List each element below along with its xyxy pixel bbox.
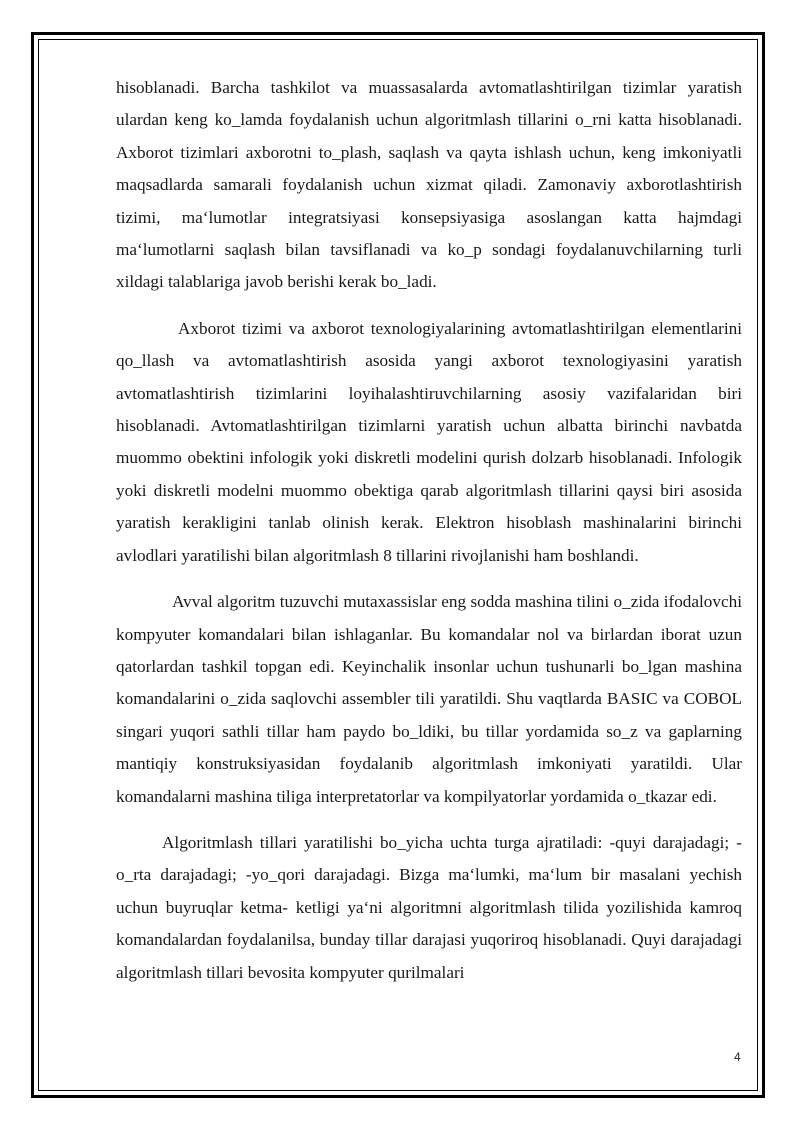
paragraph-4: Algoritmlash tillari yaratilishi bo_yicha uchta turga ajratiladi: -quyi darajadagi; -o_rta darajadagi; -yo_qori darajadagi. Bizga maʻlumki, maʻlum bir masalani yechish uchun buyruqlar ketma- ketligi yaʻni algoritmni algoritmlash tilida yozilishida kamroq komandalardan foydalanilsa, bunday tillar darajasi yuqoriroq hisoblanadi. Quyi darajadagi algoritmlash tillari bevosita kompyuter qurilmalari	[116, 832, 742, 982]
page-number: 4	[734, 1050, 741, 1064]
paragraph-3: Avval algoritm tuzuvchi mutaxassislar eng sodda mashina tilini o_zida ifodalovchi kompyuter komandalari bilan ishlaganlar. Bu komandalar nol va birlardan iborat uzun qatorlardan tashkil topgan edi. Keyinchalik insonlar uchun tushunarli bo_lgan mashina komandalarini o_zida saqlovchi assembler tili yaratildi. Shu vaqtlarda BASIC va COBOL singari yuqori sathli tillar ham paydo bo_ldiki, bu tillar yordamida so_z va gaplarning mantiqiy konstruksiyasidan foydalanib algoritmlash imkoniyati yaratildi. Ular komandalarni mashina tiliga interpretatorlar va kompilyatorlar yordamida o_tkazar edi.	[116, 592, 742, 806]
paragraph-2: Axborot tizimi va axborot texnologiyalarining avtomatlashtirilgan elementlarini qo_llash va avtomatlashtirish asosida yangi axborot texnologiyasini yaratish avtomatlashtirish tizimlarini loyihalashtiruvchilarning asosiy vazifalaridan biri hisoblanadi. Avtomatlashtirilgan tizimlarni yaratish uchun albatta birinchi navbatda muommo obektini infologik yoki diskretli modelini qurish dolzarb hisoblanadi. Infologik yoki diskretli modelni muommo obektiga qarab algoritmlash tillarini qaysi biri asosida yaratish kerakligini tanlab olinish kerak. Elektron hisoblash mashinalarini birinchi avlodlari yaratilishi bilan algoritmlash 8 tillarini rivojlanishi ham boshlandi.	[116, 318, 742, 565]
document-body	[116, 72, 742, 989]
paragraph-1: hisoblanadi. Barcha tashkilot va muassasalarda avtomatlashtirilgan tizimlar yaratish ulardan keng ko_lamda foydalanish uchun algoritmlash tillarini o_rni katta hisoblanadi. Axborot tizimlari axborotni to_plash, saqlash va qayta ishlash uchun, keng imkoniyatli maqsadlarda samarali foydalanish uchun xizmat qiladi. Zamonaviy axborotlashtirish tizimi, maʻlumotlar integratsiyasi konsepsiyasiga asoslangan katta hajmdagi maʻlumotlarni saqlash bilan tavsiflanadi va ko_p sondagi foydalanuvchilarning turli xildagi talablariga javob berishi kerak bo_ladi.	[116, 78, 742, 292]
